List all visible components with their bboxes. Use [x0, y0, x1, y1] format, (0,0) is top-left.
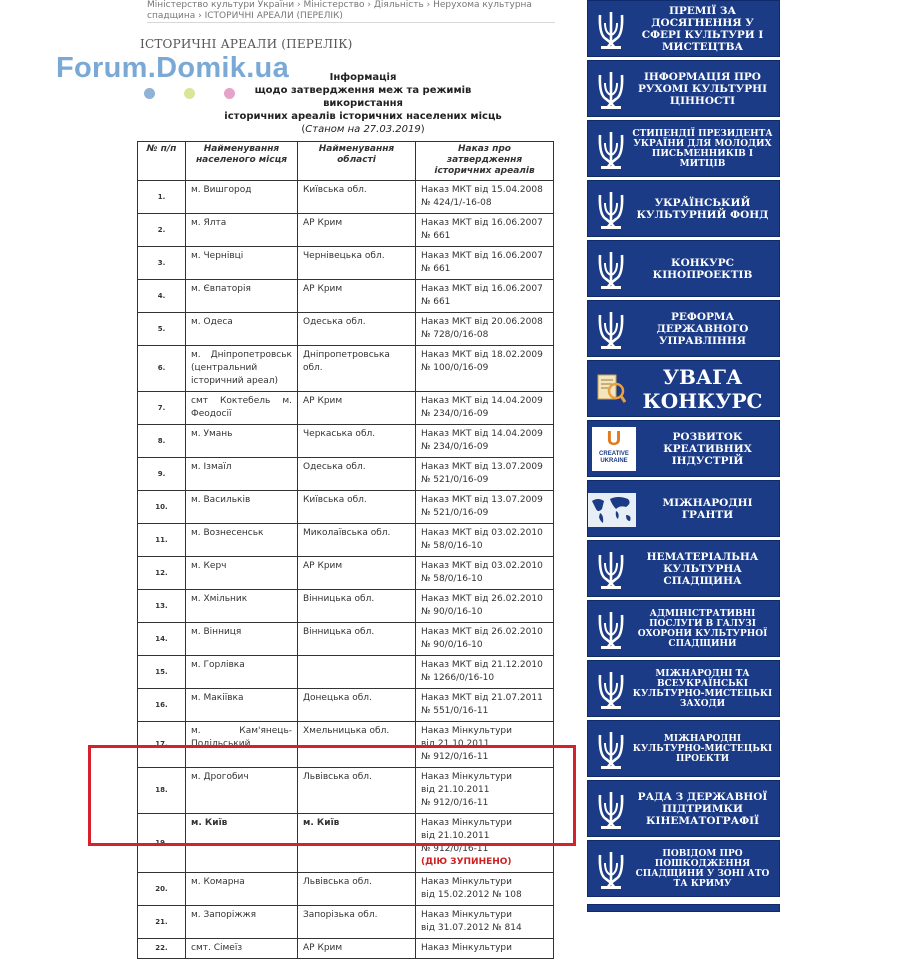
- order-line: № 521/0/16-09: [421, 508, 489, 518]
- row-number: 6.: [138, 346, 186, 392]
- order-line: № 521/0/16-09: [421, 475, 489, 485]
- info-date-close: ): [420, 124, 425, 135]
- region-cell: Вінницька обл.: [298, 623, 416, 656]
- info-line-3: історичних ареалів історичних населених місць: [224, 111, 502, 122]
- trident-emblem-icon: [596, 609, 626, 651]
- row-number: 8.: [138, 425, 186, 458]
- place-cell: м. Макіївка: [186, 689, 298, 722]
- trident-emblem-icon: [596, 69, 626, 111]
- order-cell: [416, 425, 554, 458]
- order-line: від 21.10.2011: [421, 739, 490, 749]
- row-number: 20.: [138, 873, 186, 906]
- region-cell: Київська обл.: [298, 491, 416, 524]
- creative-logo-line: CREATIVE: [599, 451, 629, 457]
- region-cell: Дніпропетровська обл.: [298, 346, 416, 392]
- order-line: Наказ МКТ від 16.06.2007: [421, 284, 543, 294]
- breadcrumb[interactable]: Міністерство культури України › Міністерство › Діяльність › Нерухома культурна спадщина › ІСТОРИЧНІ АРЕАЛИ (ПЕРЕЛІК): [147, 0, 555, 23]
- table-row: [138, 247, 554, 280]
- forum-domik-watermark: Forum.Domik.ua: [56, 52, 289, 84]
- order-cell: [416, 392, 554, 425]
- order-cell: [416, 346, 554, 392]
- place-cell: м. Євпаторія: [186, 280, 298, 313]
- order-line: Наказ МКТ від 16.06.2007: [421, 218, 543, 228]
- order-line: від 21.10.2011: [421, 785, 490, 795]
- order-line: Наказ МКТ від 13.07.2009: [421, 495, 543, 505]
- banner-label: МІЖНАРОДНІ ГРАНТИ: [662, 496, 753, 521]
- table-row: [138, 425, 554, 458]
- sidebar-banner[interactable]: [587, 360, 780, 417]
- order-line: № 100/0/16-09: [421, 363, 489, 373]
- order-line: від 31.07.2012 № 814: [421, 923, 522, 933]
- order-line: Наказ Мінкультури: [421, 943, 512, 953]
- row-number: 18.: [138, 768, 186, 814]
- sidebar-banner[interactable]: [587, 780, 780, 837]
- order-line: № 661: [421, 297, 451, 307]
- region-cell: Одеська обл.: [298, 313, 416, 346]
- order-line: Наказ МКТ від 14.04.2009: [421, 396, 543, 406]
- page-title: ІСТОРИЧНІ АРЕАЛИ (ПЕРЕЛІК): [140, 37, 353, 51]
- trident-emblem-icon: [596, 669, 626, 711]
- row-number: 2.: [138, 214, 186, 247]
- table-row: [138, 280, 554, 313]
- table-row: [138, 939, 554, 959]
- order-cell: [416, 280, 554, 313]
- region-cell: Запорізька обл.: [298, 906, 416, 939]
- place-cell: м. Київ: [186, 814, 298, 873]
- order-cell: [416, 214, 554, 247]
- place-cell: смт. Сімеїз: [186, 939, 298, 959]
- order-line: № 728/0/16-08: [421, 330, 489, 340]
- status-note: (ДІЮ ЗУПИНЕНО): [421, 857, 512, 867]
- order-cell: [416, 557, 554, 590]
- order-cell: [416, 313, 554, 346]
- row-number: 21.: [138, 906, 186, 939]
- sidebar-banner[interactable]: [587, 600, 780, 657]
- col-header-number: № п/п: [138, 142, 186, 181]
- creative-ukraine-logo: [592, 427, 636, 471]
- banner-label: УКРАЇНСЬКИЙ КУЛЬТУРНИЙ ФОНД: [636, 196, 769, 221]
- banner-label: ІНФОРМАЦІЯ ПРО РУХОМІ КУЛЬТУРНІ ЦІННОСТІ: [638, 70, 767, 107]
- table-row: [138, 623, 554, 656]
- order-cell: [416, 939, 554, 959]
- order-cell: [416, 458, 554, 491]
- row-number: 16.: [138, 689, 186, 722]
- place-cell: смт Коктебель м. Феодосії: [186, 392, 298, 425]
- place-cell: м. Хмільник: [186, 590, 298, 623]
- order-line: Наказ Мінкультури: [421, 726, 512, 736]
- order-line: № 1266/0/16-10: [421, 673, 495, 683]
- place-cell: м. Запоріжжя: [186, 906, 298, 939]
- order-line: Наказ МКТ від 21.07.2011: [421, 693, 543, 703]
- order-line: Наказ МКТ від 26.02.2010: [421, 594, 543, 604]
- sidebar-banner[interactable]: [587, 180, 780, 237]
- sidebar-banner[interactable]: [587, 540, 780, 597]
- col-header-order: Наказ про затвердження історичних ареалів: [416, 142, 554, 181]
- region-cell: [298, 656, 416, 689]
- trident-emblem-icon: [596, 309, 626, 351]
- place-cell: м. Чернівці: [186, 247, 298, 280]
- row-number: 11.: [138, 524, 186, 557]
- trident-emblem-icon: [596, 129, 626, 171]
- order-cell: [416, 491, 554, 524]
- region-cell: Львівська обл.: [298, 873, 416, 906]
- row-number: 7.: [138, 392, 186, 425]
- row-number: 10.: [138, 491, 186, 524]
- dot-1: [144, 88, 155, 99]
- banner-label: КОНКУРС КІНОПРОЕКТІВ: [652, 256, 753, 281]
- place-cell: м. Комарна: [186, 873, 298, 906]
- region-cell: АР Крим: [298, 214, 416, 247]
- info-block: [222, 71, 504, 136]
- sidebar-banner[interactable]: [587, 120, 780, 177]
- table-row: [138, 524, 554, 557]
- order-cell: [416, 524, 554, 557]
- table-row: [138, 906, 554, 939]
- banner-label: РАДА З ДЕРЖАВНОЇ ПІДТРИМКИ КІНЕМАТОГРАФІЇ: [637, 790, 768, 827]
- info-heading: Інформація: [329, 72, 397, 83]
- order-line: Наказ МКТ від 18.02.2009: [421, 350, 543, 360]
- table-row: [138, 181, 554, 214]
- order-line: Наказ МКТ від 21.12.2010: [421, 660, 543, 670]
- table-row: [138, 557, 554, 590]
- banner-label: МІЖНАРОДНІ КУЛЬТУРНО-МИСТЕЦЬКІ ПРОЕКТИ: [632, 733, 773, 764]
- row-number: 12.: [138, 557, 186, 590]
- order-cell: [416, 873, 554, 906]
- region-cell: АР Крим: [298, 280, 416, 313]
- order-line: Наказ МКТ від 03.02.2010: [421, 528, 543, 538]
- order-line: № 912/0/16-11: [421, 752, 489, 762]
- sidebar-banner[interactable]: [587, 60, 780, 117]
- table-row: [138, 346, 554, 392]
- region-cell: Хмельницька обл.: [298, 722, 416, 768]
- order-line: № 912/0/16-11: [421, 798, 489, 808]
- sidebar-banner[interactable]: [587, 660, 780, 717]
- row-number: 14.: [138, 623, 186, 656]
- world-map-icon: [588, 489, 636, 531]
- place-cell: м. Вознесенськ: [186, 524, 298, 557]
- region-cell: Одеська обл.: [298, 458, 416, 491]
- region-cell: АР Крим: [298, 939, 416, 959]
- order-line: № 90/0/16-10: [421, 640, 483, 650]
- trident-emblem-icon: [596, 249, 626, 291]
- banner-label: МІЖНАРОДНІ ТА ВСЕУКРАЇНСЬКІ КУЛЬТУРНО-МИСТЕЦЬКІ ЗАХОДИ: [632, 668, 773, 709]
- order-line: Наказ МКТ від 14.04.2009: [421, 429, 543, 439]
- order-cell: [416, 247, 554, 280]
- place-cell: м. Керч: [186, 557, 298, 590]
- col-header-place: Найменування населеного місця: [186, 142, 298, 181]
- dot-2: [184, 88, 195, 99]
- info-date: [222, 123, 504, 136]
- order-line: Наказ Мінкультури: [421, 818, 512, 828]
- place-cell: м. Васильків: [186, 491, 298, 524]
- order-line: від 21.10.2011: [421, 831, 490, 841]
- row-number: 15.: [138, 656, 186, 689]
- row-number: 9.: [138, 458, 186, 491]
- order-line: Наказ МКТ від 13.07.2009: [421, 462, 543, 472]
- row-number: 19.: [138, 814, 186, 873]
- trident-emblem-icon: [596, 789, 626, 831]
- trident-emblem-icon: [596, 549, 626, 591]
- order-cell: [416, 590, 554, 623]
- row-number: 4.: [138, 280, 186, 313]
- order-line: № 58/0/16-10: [421, 574, 483, 584]
- order-line: Наказ МКТ від 15.04.2008: [421, 185, 543, 195]
- region-cell: Черкаська обл.: [298, 425, 416, 458]
- row-number: 13.: [138, 590, 186, 623]
- trident-emblem-icon: [596, 729, 626, 771]
- place-cell: м. Одеса: [186, 313, 298, 346]
- banner-label: УВАГА КОНКУРС: [642, 364, 763, 413]
- creative-logo-letter: U: [606, 428, 622, 450]
- magnifier-document-icon: [596, 369, 626, 411]
- table-row: [138, 491, 554, 524]
- sidebar-banner-partial[interactable]: [587, 904, 780, 912]
- place-cell: м. Умань: [186, 425, 298, 458]
- order-line: № 551/0/16-11: [421, 706, 489, 716]
- region-cell: Донецька обл.: [298, 689, 416, 722]
- place-cell: м. Ізмаїл: [186, 458, 298, 491]
- trident-emblem-icon: [596, 849, 626, 891]
- banner-label: РЕФОРМА ДЕРЖАВНОГО УПРАВЛІННЯ: [656, 310, 749, 347]
- order-line: від 15.02.2012 № 108: [421, 890, 522, 900]
- banner-label: ПРЕМІЇ ЗА ДОСЯГНЕННЯ У СФЕРІ КУЛЬТУРИ І МИСТЕЦТВА: [641, 4, 764, 53]
- region-cell: Львівська обл.: [298, 768, 416, 814]
- order-cell: [416, 689, 554, 722]
- region-cell: АР Крим: [298, 392, 416, 425]
- region-cell: Київська обл.: [298, 181, 416, 214]
- place-cell: м. Дрогобич: [186, 768, 298, 814]
- row-number: 5.: [138, 313, 186, 346]
- banner-label: АДМІНІСТРАТИВНІ ПОСЛУГИ В ГАЛУЗІ ОХОРОНИ КУЛЬТУРНОЇ СПАДЩИНИ: [637, 608, 768, 649]
- sidebar-banner[interactable]: [587, 480, 780, 537]
- highlight-frame: [88, 745, 576, 846]
- order-line: Наказ Мінкультури: [421, 877, 512, 887]
- sidebar-banner[interactable]: [587, 720, 780, 777]
- table-row: [138, 656, 554, 689]
- region-cell: Чернівецька обл.: [298, 247, 416, 280]
- order-cell: [416, 656, 554, 689]
- table-row: [138, 392, 554, 425]
- order-line: № 234/0/16-09: [421, 442, 489, 452]
- info-date-open: (: [301, 124, 306, 135]
- order-line: № 912/0/16-11: [421, 844, 489, 854]
- order-cell: [416, 906, 554, 939]
- banner-label: СТИПЕНДІЇ ПРЕЗИДЕНТА УКРАЇНИ ДЛЯ МОЛОДИХ ПИСЬМЕННИКІВ І МИТЦІВ: [632, 128, 773, 169]
- region-cell: Миколаївська обл.: [298, 524, 416, 557]
- order-line: Наказ МКТ від 26.02.2010: [421, 627, 543, 637]
- table-row: [138, 214, 554, 247]
- sidebar-banner[interactable]: [587, 300, 780, 357]
- banner-label: НЕМАТЕРІАЛЬНА КУЛЬТУРНА СПАДЩИНА: [646, 550, 759, 587]
- row-number: 1.: [138, 181, 186, 214]
- order-line: № 234/0/16-09: [421, 409, 489, 419]
- table-row: [138, 590, 554, 623]
- trident-emblem-icon: [596, 9, 626, 51]
- place-cell: м. Горлівка: [186, 656, 298, 689]
- order-line: № 424/1/-16-08: [421, 198, 492, 208]
- table-header-row: [138, 142, 554, 181]
- place-cell: м. Вінниця: [186, 623, 298, 656]
- order-line: № 661: [421, 231, 451, 241]
- place-cell: м. Дніпропетровськ (центральний історичний ареал): [186, 346, 298, 392]
- row-number: 17.: [138, 722, 186, 768]
- table-row: [138, 873, 554, 906]
- sidebar-banner[interactable]: [587, 840, 780, 897]
- trident-emblem-icon: [596, 189, 626, 231]
- order-line: Наказ МКТ від 16.06.2007: [421, 251, 543, 261]
- order-line: № 90/0/16-10: [421, 607, 483, 617]
- region-cell: АР Крим: [298, 557, 416, 590]
- region-cell: м. Київ: [298, 814, 416, 873]
- col-header-region: Найменування області: [298, 142, 416, 181]
- order-line: Наказ Мінкультури: [421, 772, 512, 782]
- order-line: Наказ МКТ від 03.02.2010: [421, 561, 543, 571]
- order-line: № 58/0/16-10: [421, 541, 483, 551]
- banner-label: РОЗВИТОК КРЕАТИВНИХ ІНДУСТРІЙ: [663, 430, 752, 467]
- region-cell: Вінницька обл.: [298, 590, 416, 623]
- place-cell: м. Ялта: [186, 214, 298, 247]
- order-line: № 661: [421, 264, 451, 274]
- place-cell: м. Вишгород: [186, 181, 298, 214]
- table-row: [138, 313, 554, 346]
- order-line: Наказ МКТ від 20.06.2008: [421, 317, 543, 327]
- sidebar-banner[interactable]: [587, 0, 780, 57]
- creative-logo-line: UKRAINE: [600, 458, 628, 464]
- row-number: 22.: [138, 939, 186, 959]
- info-date-text: Станом на 27.03.2019: [305, 124, 421, 135]
- place-cell: м. Кам'янець-Подільський: [186, 722, 298, 768]
- sidebar-banner[interactable]: [587, 240, 780, 297]
- order-line: Наказ Мінкультури: [421, 910, 512, 920]
- sidebar-banner[interactable]: [587, 420, 780, 477]
- order-cell: [416, 181, 554, 214]
- info-line-2: щодо затвердження меж та режимів використання: [254, 85, 472, 109]
- row-number: 3.: [138, 247, 186, 280]
- table-row: [138, 458, 554, 491]
- order-cell: [416, 623, 554, 656]
- banner-label: ПОВІДОМ ПРО ПОШКОДЖЕННЯ СПАДЩИНИ У ЗОНІ АТО ТА КРИМУ: [635, 848, 770, 889]
- table-row: [138, 689, 554, 722]
